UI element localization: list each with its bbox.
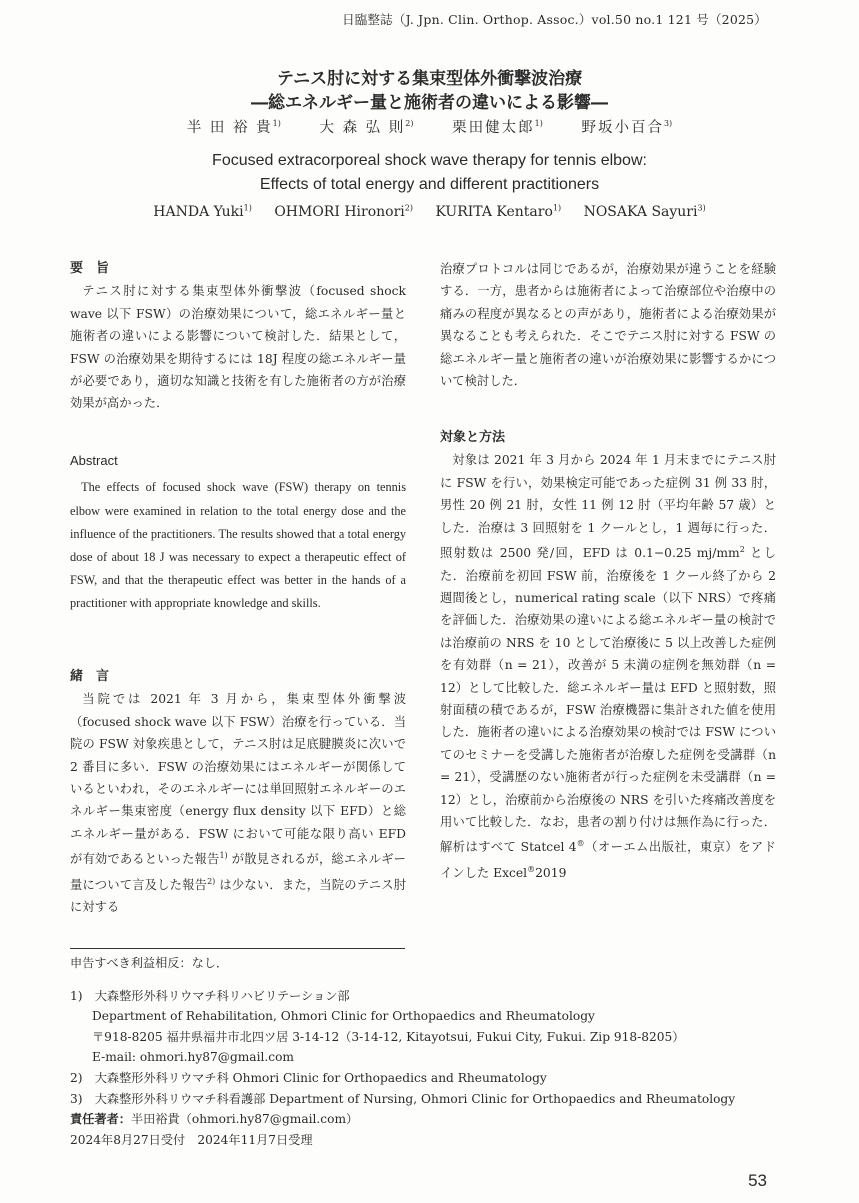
author-ja: 大 森 弘 則$^{2)}$ (319, 119, 414, 136)
intro-continued (440, 258, 776, 392)
abstract-heading: Abstract (70, 453, 118, 468)
intro-heading: 緒 言 (70, 669, 110, 684)
intro-body-continued: 治療プロトコルは同じであるが，治療効果が違うことを経験する．一方，患者からは施術者によって治療部位や治療中の痛みの程度が異なるとの声があり，施術者による治療効果が異なることも考えられた．そこでテニス肘に対する FSW の総エネルギー量と施術者の違いが治療効果に影響するかについて検討した． (440, 262, 776, 389)
methods-section (440, 427, 776, 884)
author-ja: 野坂小百合$^{3)}$ (581, 119, 673, 136)
summary-heading: 要 旨 (70, 261, 110, 276)
title-ja-line2: ―総エネルギー量と施術者の違いによる影響― (251, 93, 608, 113)
affiliation-1-address: 〒918-8205 福井県福井市北四ツ居 3-14-12（3-14-12, Kitayotsui, Fukui City, Fukui. Zip 918-8205） (92, 1029, 685, 1044)
summary-body: テニス肘に対する集束型体外衝撃波（focused shock wave 以下 FSW）の治療効果について，総エネルギー量と施術者の違いによる影響について検討した．結果として，FSW の治療効果を期待するには 18J 程度の総エネルギー量が必要であり，適切な知識と技術を有した施術者の方が治療効果が高かった． (70, 284, 406, 411)
intro-body: 当院では 2021 年 3 月から，集束型体外衝撃波（focused shock wave 以下 FSW）治療を行っている．当院の FSW 対象疾患として，テニス肘は足底腱膜炎に次いで 2 番目に多い．FSW の治療効果にはエネルギーが関係しているといわれ，そのエネルギーには単回照射エネルギーのエネルギー集束密度（energy flux density 以下 EFD）と総エネルギー量がある．FSW において可能な限り高い EFD が有効であるといった報告$^{1)}$ が散見されるが，総エネルギー量について言及した報告$^{2)}$ は少ない．また，当院のテニス肘に対する (70, 692, 406, 915)
authors-en (0, 203, 859, 220)
affiliation-1-en: Department of Rehabilitation, Ohmori Clinic for Orthopaedics and Rheumatology (92, 1009, 595, 1024)
affiliation-1: 1) 大森整形外科リウマチ科リハビリテーション部 (70, 988, 350, 1003)
journal-header: 日臨整誌（J. Jpn. Clin. Orthop. Assoc.）vol.50 no.1 121 号（2025） (342, 12, 767, 27)
footnote-divider (70, 948, 405, 949)
title-ja-line1: テニス肘に対する集束型体外衝撃波治療 (276, 69, 583, 89)
affiliation-1-email: E-mail: ohmori.hy87@gmail.com (92, 1050, 294, 1065)
authors-ja (0, 116, 859, 137)
footnotes (70, 952, 790, 1150)
abstract-body: The effects of focused shock wave (FSW) therapy on tennis elbow were examined in relation to the total energy dose and the influence of the practitioners. The results showed that a total energy dose of about 18 J was necessary to expect a therapeutic effect of FSW, and that the therapeutic effect was better in the hands of a practitioner with appropriate knowledge and skills. (70, 480, 406, 611)
abstract-section (70, 450, 406, 616)
intro-section (70, 666, 406, 919)
author-ja: 半 田 裕 貴$^{1)}$ (186, 119, 281, 136)
affiliation-2: 2) 大森整形外科リウマチ科 Ohmori Clinic for Orthopaedics and Rheumatology (70, 1070, 547, 1085)
methods-body: 対象は 2021 年 3 月から 2024 年 1 月末までにテニス肘に FSW を行い，効果検定可能であった症例 31 例 33 肘，男性 20 例 21 肘，女性 11 例 12 肘（平均年齢 57 歳）とした．治療は 3 回照射を 1 クールとし，1 週毎に行った．照射数は 2500 発/回，EFD は 0.1−0.25 $mj/mm^2$ とした．治療前を初回 FSW 前，治療後を 1 クール終了から 2 週間後とし，numerical rating scale（以下 NRS）で疼痛を評価した．治療効果の違いによる総エネルギー量の検討では治療前の NRS を 10 として治療後に 5 以上改善した症例を有効群（n = 21），改善が 5 未満の症例を無効群（n = 12）として比較した．総エネルギー量は EFD と照射数，照射面積の積であるが，FSW 治療機器に集計された値を使用した．施術者の違いによる治療効果の検討では FSW についてのセミナーを受講した施術者が治療した症例を受講群（n = 21），受講歴のない施術者が行った症例を未受講群（n = 12）とし，治療前から治療後の NRS を引いた疼痛改善度を用いて比較した．なお，患者の割り付けは無作為に行った．解析はすべて Statcel 4®（オーエム出版社，東京）をアドインした Excel®2019 (440, 453, 776, 880)
author-en: NOSAKA Sayuri$^{3)}$ (583, 203, 706, 220)
corresponding-author: 責任著者：半田裕貴（ohmori.hy87@gmail.com） (70, 1112, 359, 1127)
author-ja: 栗田健太郎$^{1)}$ (452, 119, 543, 136)
author-en: KURITA Kentaro$^{1)}$ (435, 203, 562, 220)
page-number: 53 (748, 1171, 767, 1190)
received-accepted-dates: 2024年8月27日受付 2024年11月7日受理 (70, 1132, 313, 1147)
methods-heading: 対象と方法 (440, 430, 506, 445)
summary-section (70, 258, 406, 415)
title-en-line1: Focused extracorporeal shock wave therapy for tennis elbow: (212, 152, 647, 169)
author-en: OHMORI Hironori$^{2)}$ (274, 203, 413, 220)
coi-statement: 申告すべき利益相反：なし． (70, 956, 229, 970)
author-en: HANDA Yuki$^{1)}$ (153, 203, 252, 220)
title-en-line2: Effects of total energy and different practitioners (259, 176, 600, 193)
affiliation-3: 3) 大森整形外科リウマチ科看護部 Department of Nursing, Ohmori Clinic for Orthopaedics and Rheumatology (70, 1091, 736, 1106)
